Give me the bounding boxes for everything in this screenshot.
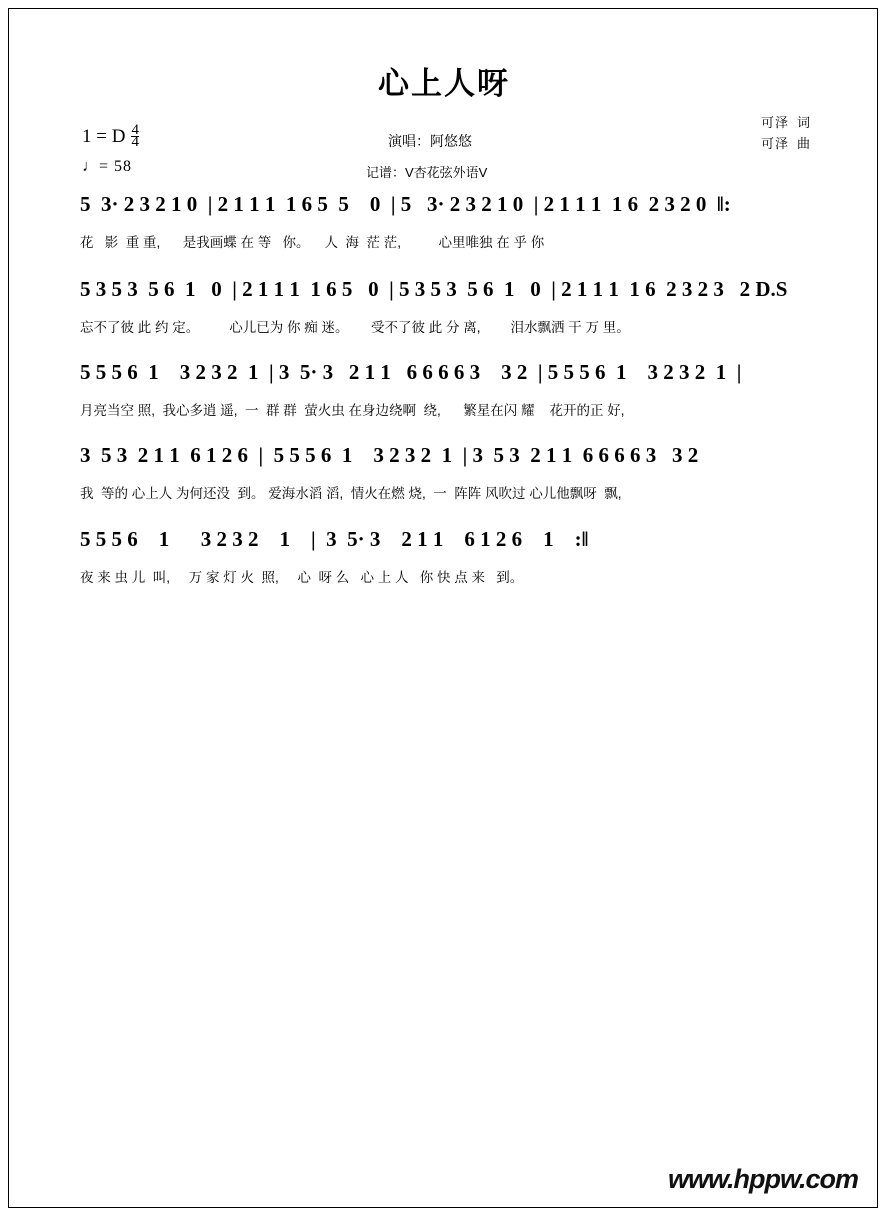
notation-line-4: 3 5 3 2 1 1 6 1 2 6 | 5 5 5 6 1 3 2 3 2 1 | 3 5 3 2 1 1 6 6 6 6 3 3 2 bbox=[80, 443, 699, 467]
credits-block bbox=[761, 112, 810, 154]
credit-lyricist bbox=[761, 112, 810, 133]
credit-composer-role: 曲 bbox=[796, 136, 810, 151]
music-system-2 bbox=[80, 277, 820, 336]
credit-lyricist-role: 词 bbox=[796, 115, 810, 130]
notation-line-2: 5 3 5 3 5 6 1 0 | 2 1 1 1 1 6 5 0 | 5 3 5 3 5 6 1 0 | 2 1 1 1 1 6 2 3 2 3 2 D.S bbox=[80, 277, 788, 301]
scribe-label: 记谱：V杏花弦外语V bbox=[366, 165, 488, 180]
music-system-3 bbox=[80, 360, 820, 419]
lyrics-line-5: 夜 来 虫 儿 叫, 万 家 灯 火 照, 心 呀 么 心 上 人 你 快 点 来 到。 bbox=[80, 570, 524, 585]
music-system-5 bbox=[80, 527, 820, 586]
notation-line-1: 5 3· 2 3 2 1 0 | 2 1 1 1 1 6 5 5 0 | 5 3· 2 3 2 1 0 | 2 1 1 1 1 6 2 3 2 0 ‖: bbox=[80, 192, 731, 216]
notation-line-5: 5 5 5 6 1 3 2 3 2 1 | 3 5· 3 2 1 1 6 1 2 6 1 :‖ bbox=[80, 527, 589, 551]
lyrics-line-4: 我 等的 心上人 为何还没 到。 爱海水滔 滔, 情火在燃 烧, 一 阵阵 风吹过 心儿他飘呀 飘, bbox=[80, 486, 622, 501]
performer-label: 演唱：阿悠悠 bbox=[388, 133, 472, 149]
time-signature bbox=[131, 122, 139, 150]
credit-composer bbox=[761, 133, 810, 154]
time-signature-numerator: 4 bbox=[131, 122, 139, 138]
credit-composer-name: 可泽 bbox=[760, 136, 789, 151]
key-signature-line bbox=[82, 122, 139, 150]
lyrics-line-3: 月亮当空 照, 我心多逍 遥, 一 群 群 萤火虫 在身边绕啊 绕, 繁星在闪 耀 花开的正 好, bbox=[80, 403, 625, 418]
watermark-url: www.hppw.com bbox=[668, 1164, 858, 1194]
time-signature-denominator: 4 bbox=[131, 134, 139, 150]
music-system-1 bbox=[80, 192, 820, 251]
tempo-marking: ♩= 58 bbox=[82, 158, 133, 175]
lyrics-line-1: 花 影 重 重, 是我画蝶 在 等 你。 人 海 茫 茫, 心里唯独 在 乎 你 bbox=[80, 235, 545, 250]
lyrics-line-2: 忘不了彼 此 约 定。 心儿已为 你 痴 迷。 受不了彼 此 分 离, 泪水飘洒 干 万 里。 bbox=[80, 320, 630, 335]
music-system-4 bbox=[80, 443, 820, 502]
key-tempo-block bbox=[82, 122, 139, 176]
page-title: 心上人呀 bbox=[378, 66, 510, 101]
page-border bbox=[8, 8, 878, 1208]
notation-line-3: 5 5 5 6 1 3 2 3 2 1 | 3 5· 3 2 1 1 6 6 6 6 3 3 2 | 5 5 5 6 1 3 2 3 2 1 | bbox=[80, 360, 742, 384]
credit-lyricist-name: 可泽 bbox=[760, 115, 789, 130]
key-signature: 1 = D bbox=[82, 126, 126, 147]
